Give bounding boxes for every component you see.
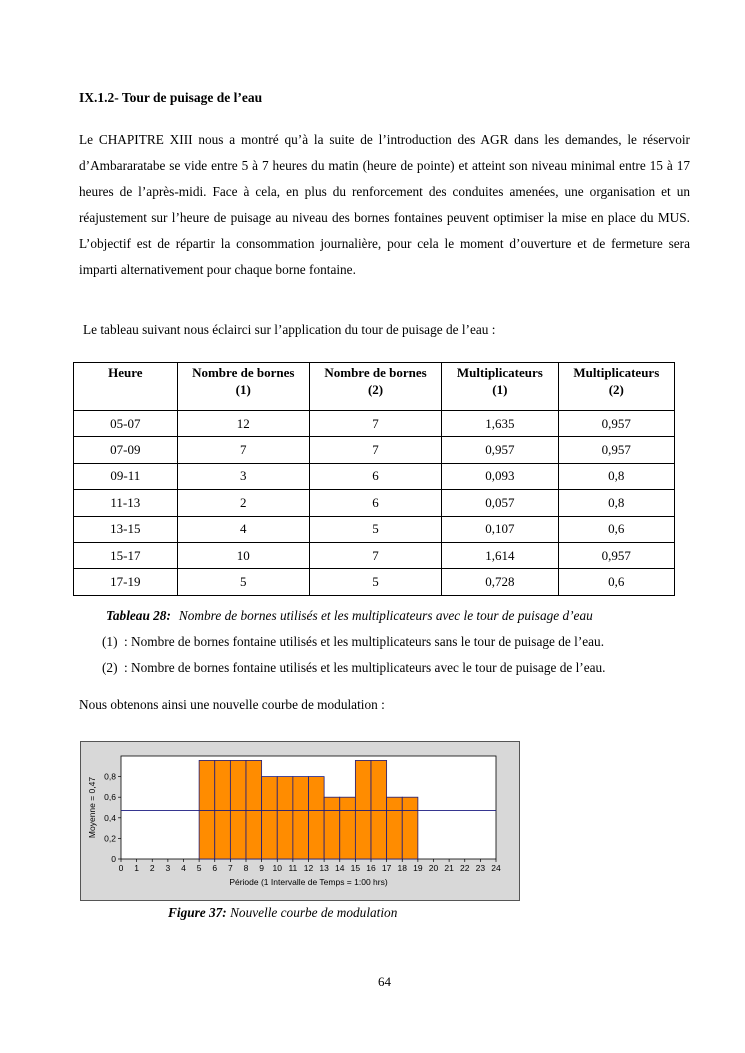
cell-mult-2: 0,8 — [558, 490, 674, 516]
x-tick-label: 2 — [149, 863, 155, 873]
cell-heure: 09-11 — [74, 463, 178, 489]
cell-heure: 07-09 — [74, 437, 178, 463]
table-note-2 — [102, 660, 606, 676]
chart-bar — [355, 760, 371, 859]
table-header-row — [74, 363, 675, 411]
cell-mult-2: 0,957 — [558, 437, 674, 463]
header-bornes-1 — [177, 363, 309, 411]
cell-mult-2: 0,957 — [558, 411, 674, 437]
table-intro: Le tableau suivant nous éclairci sur l’application du tour de puisage de l’eau : — [83, 322, 496, 337]
cell-bornes-2: 6 — [309, 463, 441, 489]
cell-bornes-1: 12 — [177, 411, 309, 437]
page-number: 64 — [378, 974, 391, 989]
x-tick-label: 21 — [444, 863, 454, 873]
x-tick-label: 10 — [272, 863, 282, 873]
table-row — [74, 437, 675, 463]
x-tick-label: 15 — [350, 863, 361, 873]
cell-bornes-2: 6 — [309, 490, 441, 516]
header-heure — [74, 363, 178, 411]
chart-bar — [402, 797, 418, 859]
header-multiplicateurs-2 — [558, 363, 674, 411]
chart-bar — [199, 760, 215, 859]
cell-bornes-2: 7 — [309, 542, 441, 568]
chart-bar — [246, 760, 262, 859]
header-line2: (2) — [367, 382, 384, 397]
header-multiplicateurs-1 — [442, 363, 558, 411]
cell-mult-1: 1,635 — [442, 411, 558, 437]
x-tick-label: 1 — [134, 863, 139, 873]
table-caption-text: Nombre de bornes utilisés et les multiplicateurs avec le tour de puisage d’eau — [178, 608, 593, 623]
x-tick-label: 4 — [181, 863, 186, 873]
cell-mult-2: 0,6 — [558, 516, 674, 542]
cell-bornes-1: 4 — [177, 516, 309, 542]
table-row — [74, 463, 675, 489]
chart-bar — [387, 797, 403, 859]
cell-heure: 11-13 — [74, 490, 178, 516]
header-line2: (1) — [492, 382, 508, 397]
x-tick-label: 17 — [381, 863, 392, 873]
cell-bornes-1: 3 — [177, 463, 309, 489]
x-tick-label: 5 — [196, 863, 202, 873]
chart-bar — [309, 777, 325, 859]
chart-bar — [230, 760, 246, 859]
x-tick-label: 22 — [460, 863, 470, 873]
chart-bar — [371, 760, 387, 859]
figure-caption-text: Nouvelle courbe de modulation — [230, 905, 398, 920]
puisage-table — [73, 362, 675, 596]
x-tick-label: 11 — [288, 863, 298, 873]
cell-bornes-1: 10 — [177, 542, 309, 568]
cell-bornes-2: 7 — [309, 437, 441, 463]
x-axis-label: Période (1 Intervalle de Temps = 1:00 hrs) — [229, 877, 388, 887]
x-tick-label: 12 — [303, 863, 314, 873]
cell-mult-1: 0,107 — [442, 516, 558, 542]
x-tick-label: 13 — [319, 863, 329, 873]
header-line1: Multiplicateurs — [573, 365, 660, 380]
header-line2: (2) — [608, 382, 624, 397]
x-tick-label: 19 — [413, 863, 423, 873]
x-tick-label: 6 — [212, 863, 218, 873]
x-tick-label: 20 — [428, 863, 439, 873]
chart-bar — [215, 760, 231, 859]
cell-bornes-1: 7 — [177, 437, 309, 463]
table-row — [74, 516, 675, 542]
cell-bornes-2: 5 — [309, 569, 441, 595]
cell-mult-1: 0,093 — [442, 463, 558, 489]
cell-mult-2: 0,6 — [558, 569, 674, 595]
chart-svg — [81, 742, 519, 900]
table-row — [74, 542, 675, 568]
table-row — [74, 569, 675, 595]
note-text: : Nombre de bornes fontaine utilisés et les multiplicateurs avec le tour de puisage de l’eau. — [124, 660, 606, 675]
x-tick-label: 18 — [397, 863, 407, 873]
figure-caption-label: Figure 37: — [168, 905, 227, 920]
section-heading: IX.1.2- Tour de puisage de l’eau — [79, 90, 263, 105]
x-tick-label: 14 — [335, 863, 345, 873]
chart-bar — [262, 777, 278, 859]
note-text: : Nombre de bornes fontaine utilisés et les multiplicateurs sans le tour de puisage de l’eau. — [124, 634, 605, 649]
y-axis-label: Moyenne = 0,47 — [87, 776, 97, 839]
chart-bar — [340, 797, 356, 859]
header-line1: Nombre de bornes — [192, 365, 295, 380]
cell-heure: 05-07 — [74, 411, 178, 437]
y-tick-label: 0,6 — [104, 792, 116, 803]
y-tick-label: 0 — [111, 854, 116, 864]
x-tick-label: 16 — [366, 863, 376, 873]
x-tick-label: 23 — [475, 863, 486, 873]
cell-heure: 15-17 — [74, 542, 178, 568]
x-tick-label: 24 — [491, 863, 501, 873]
x-tick-label: 8 — [243, 863, 249, 873]
cell-bornes-1: 5 — [177, 569, 309, 595]
summary-text: Nous obtenons ainsi une nouvelle courbe de modulation : — [79, 697, 385, 712]
cell-mult-1: 0,728 — [442, 569, 558, 595]
y-tick-label: 0,8 — [104, 771, 116, 782]
modulation-chart — [80, 741, 520, 901]
table-caption — [106, 608, 593, 624]
header-line2: (1) — [235, 382, 251, 397]
header-line1: Heure — [108, 365, 143, 380]
chart-bar — [277, 777, 293, 859]
cell-bornes-2: 7 — [309, 411, 441, 437]
note-number: (1) — [102, 634, 118, 649]
cell-mult-1: 0,057 — [442, 490, 558, 516]
cell-mult-2: 0,957 — [558, 542, 674, 568]
figure-caption — [168, 905, 397, 921]
table-caption-label: Tableau 28: — [106, 608, 171, 623]
cell-heure: 13-15 — [74, 516, 178, 542]
cell-bornes-2: 5 — [309, 516, 441, 542]
table-row — [74, 411, 675, 437]
x-tick-label: 3 — [165, 863, 171, 873]
cell-mult-1: 0,957 — [442, 437, 558, 463]
chart-bar — [324, 797, 340, 859]
header-line1: Multiplicateurs — [456, 365, 543, 380]
cell-bornes-1: 2 — [177, 490, 309, 516]
chart-bar — [293, 777, 309, 859]
x-tick-label: 7 — [228, 863, 233, 873]
header-bornes-2 — [309, 363, 441, 411]
body-paragraph: Le CHAPITRE XIII nous a montré qu’à la suite de l’introduction des AGR dans les demandes, le réservoir d’Ambararatabe se vide entre 5 à 7 heures du matin (heure de pointe) et atteint son niveau minimal entre 15 à 17 heures de l’après-midi. Face à cela, en plus du renforcement des conduites amenées, une organisation et un réajustement sur l’heure de puisage au niveau des bornes fontaines peuvent optimiser la mise en place du MUS. L’objectif est de répartir la consommation journalière, pour cela le moment d’ouverture et de fermeture sera imparti alternativement pour chaque borne fontaine. — [79, 132, 690, 277]
note-number: (2) — [102, 660, 118, 675]
cell-mult-1: 1,614 — [442, 542, 558, 568]
cell-heure: 17-19 — [74, 569, 178, 595]
y-tick-label: 0,4 — [104, 812, 116, 823]
cell-mult-2: 0,8 — [558, 463, 674, 489]
table-note-1 — [102, 634, 604, 650]
header-line1: Nombre de bornes — [324, 365, 427, 380]
table-row — [74, 490, 675, 516]
x-tick-label: 9 — [259, 863, 264, 873]
x-tick-label: 0 — [118, 863, 124, 873]
y-tick-label: 0,2 — [104, 833, 116, 844]
